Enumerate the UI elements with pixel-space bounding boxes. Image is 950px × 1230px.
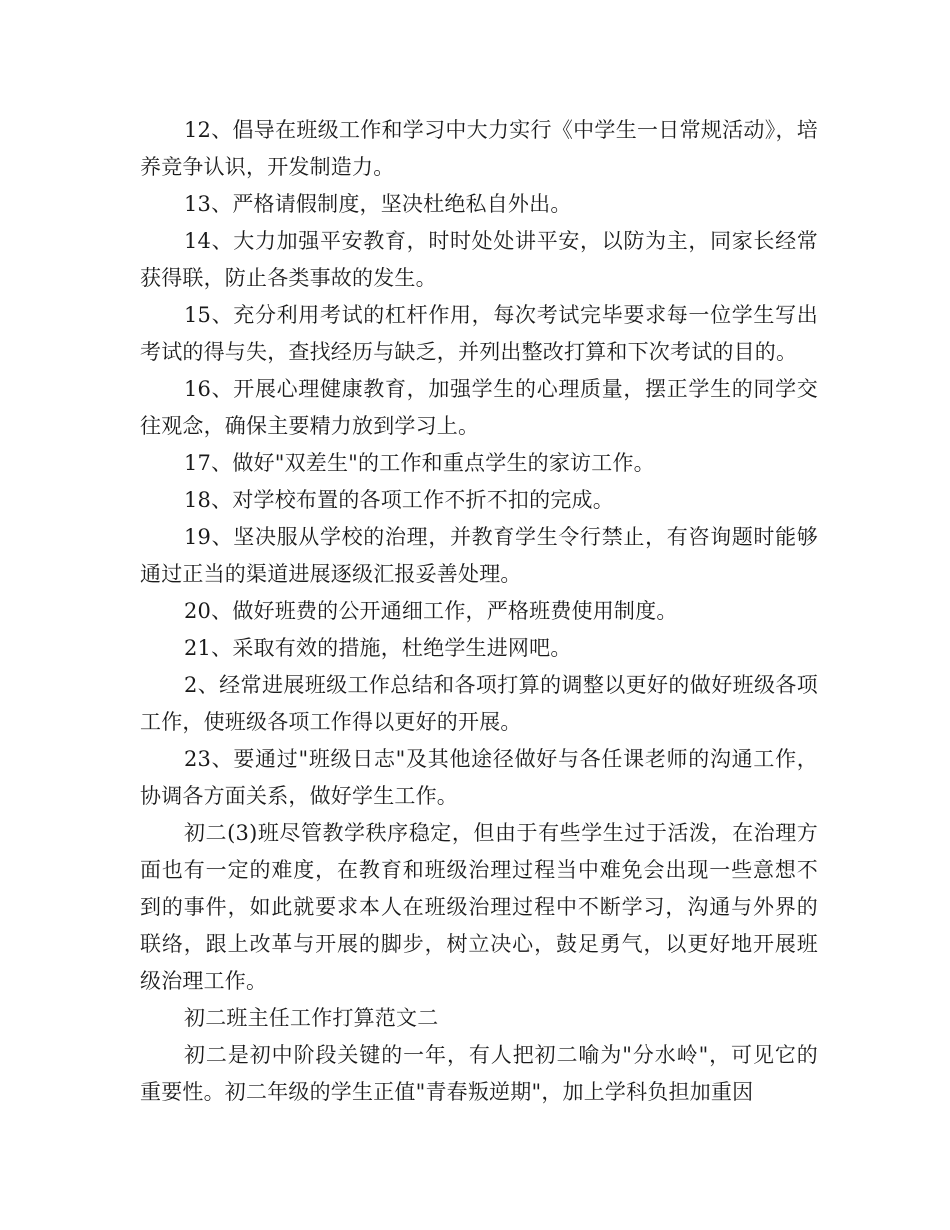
paragraph-section-intro: 初二是初中阶段关键的一年，有人把初二喻为"分水岭"，可见它的重要性。初二年级的学生正值"青春叛逆期"，加上学科负担加重因 [140,1043,818,1104]
paragraph-18: 18、对学校布置的各项工作不折不扣的完成。 [184,488,614,512]
paragraph-21: 21、采取有效的措施，杜绝学生进网吧。 [184,636,572,660]
paragraph-class-summary: 初二(3)班尽管教学秩序稳定，但由于有些学生过于活泼，在治理方面也有一定的难度，在教育和班级治理过程当中难免会出现一些意想不到的事件，如此就要求本人在班级治理过程中不断学习，沟通与外界的联络，跟上改革与开展的脚步，树立决心，鼓足勇气，以更好地开展班级治理工作。 [140,821,818,993]
paragraph-22: 2、经常进展班级工作总结和各项打算的调整以更好的做好班级各项工作，使班级各项工作得以更好的开展。 [140,673,818,734]
paragraph-16: 16、开展心理健康教育，加强学生的心理质量，摆正学生的同学交往观念，确保主要精力放到学习上。 [140,377,818,438]
document-page [140,112,818,1111]
paragraph-20: 20、做好班费的公开通细工作，严格班费使用制度。 [184,599,678,623]
paragraph-19: 19、坚决服从学校的治理，并教育学生令行禁止，有咨询题时能够通过正当的渠道进展逐级汇报妥善处理。 [140,525,818,586]
section-heading: 初二班主任工作打算范文二 [184,1006,439,1030]
paragraph-12: 12、倡导在班级工作和学习中大力实行《中学生一日常规活动》，培养竞争认识，开发制造力。 [140,118,818,179]
paragraph-23: 23、要通过"班级日志"及其他途径做好与各任课老师的沟通工作，协调各方面关系，做好学生工作。 [140,747,818,808]
paragraph-14: 14、大力加强平安教育，时时处处讲平安，以防为主，同家长经常获得联，防止各类事故的发生。 [140,229,818,290]
paragraph-15: 15、充分利用考试的杠杆作用，每次考试完毕要求每一位学生写出考试的得与失，查找经历与缺乏，并列出整改打算和下次考试的目的。 [140,303,818,364]
paragraph-17: 17、做好"双差生"的工作和重点学生的家访工作。 [184,451,655,475]
paragraph-13: 13、严格请假制度，坚决杜绝私自外出。 [184,192,572,216]
